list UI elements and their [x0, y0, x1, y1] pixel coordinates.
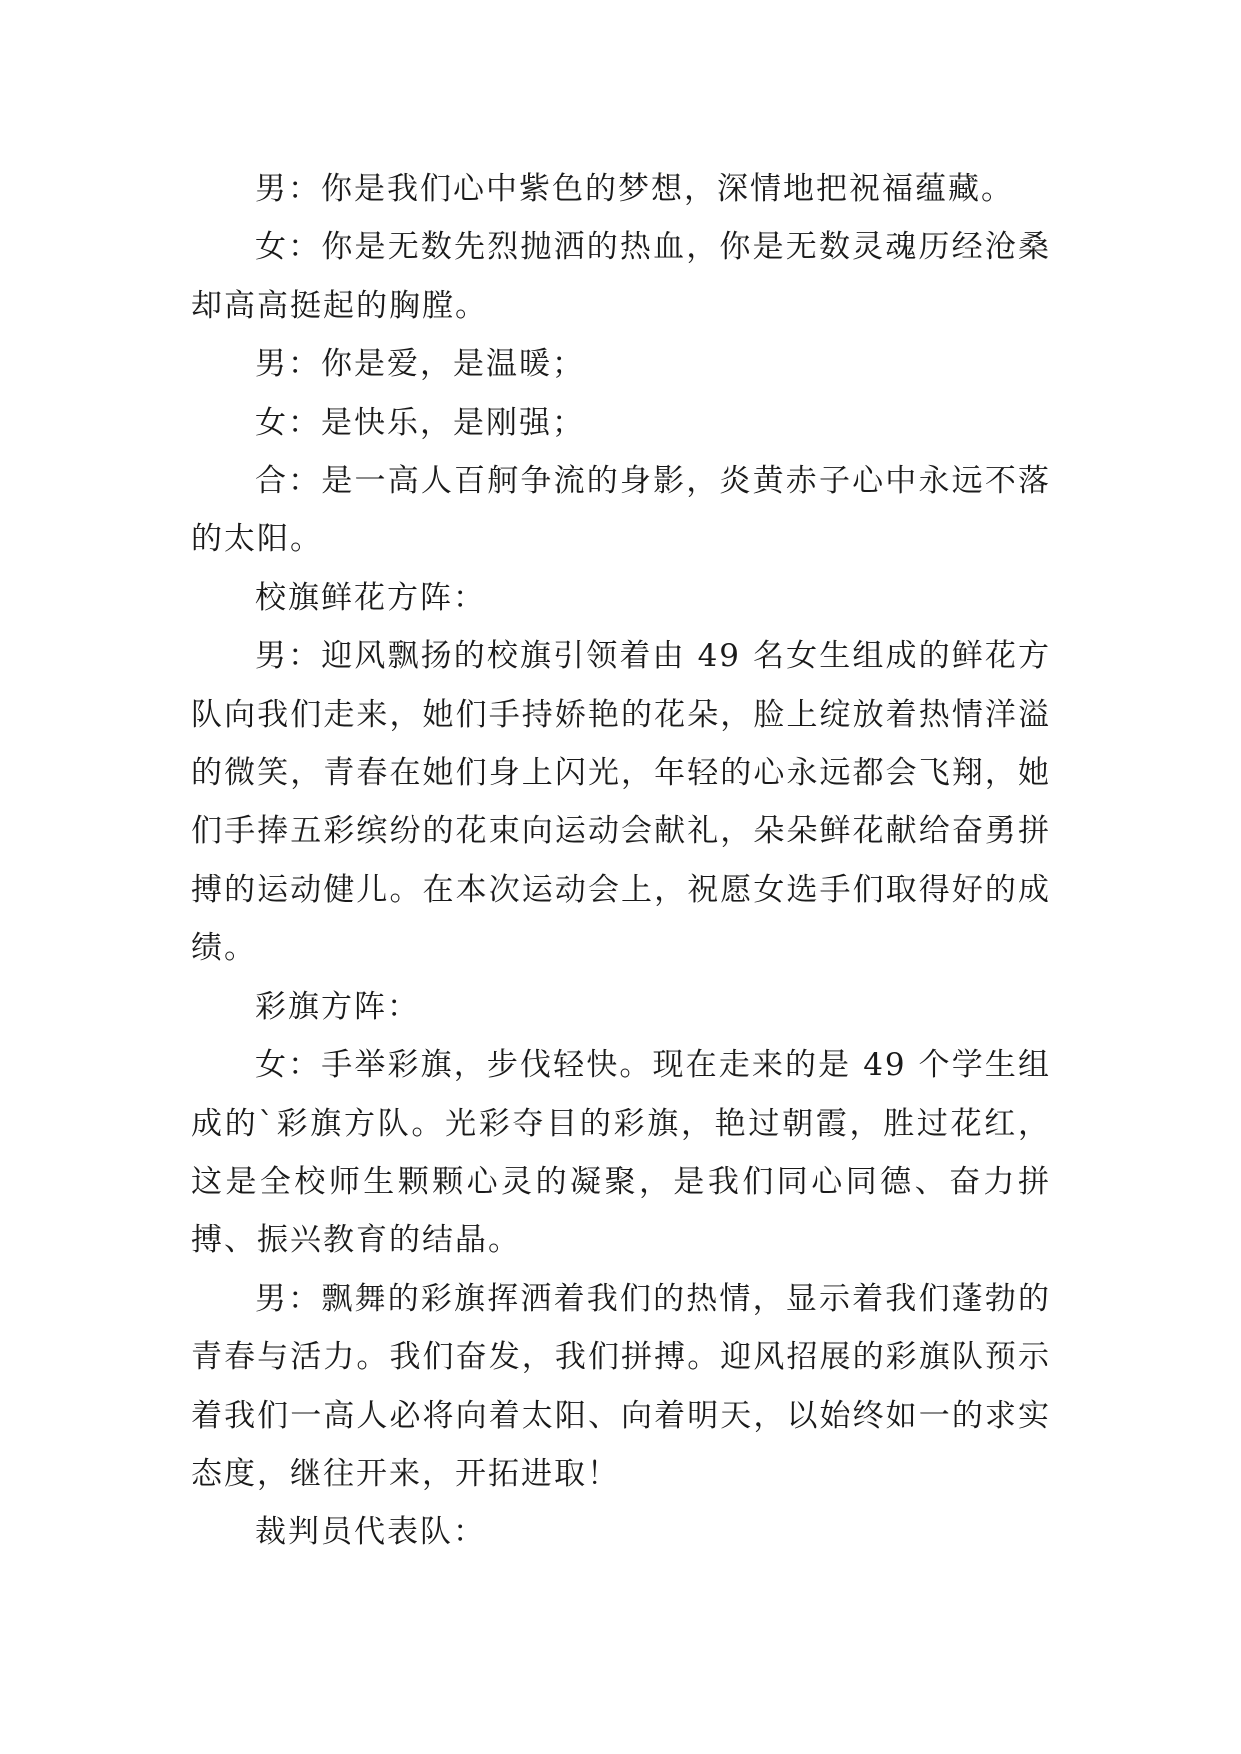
document-page: [191, 160, 1051, 1562]
dialogue-paragraph: 合：是一高人百舸争流的身影，炎黄赤子心中永远不落的太阳。: [191, 463, 1051, 558]
dialogue-paragraph: 女：你是无数先烈抛洒的热血，你是无数灵魂历经沧桑却高高挺起的胸膛。: [191, 229, 1051, 324]
section-heading: 裁判员代表队：: [255, 1514, 486, 1551]
dialogue-paragraph: 男：迎风飘扬的校旗引领着由 49 名女生组成的鲜花方队向我们走来，她们手持娇艳的花朵，脸上绽放着热情洋溢的微笑，青春在她们身上闪光，年轻的心永远都会飞翔，她们手捧五彩缤纷的花束向运动会献礼，朵朵鲜花献给奋勇拼搏的运动健儿。在本次运动会上，祝愿女选手们取得好的成绩。: [191, 638, 1051, 967]
dialogue-paragraph: 男：飘舞的彩旗挥洒着我们的热情，显示着我们蓬勃的青春与活力。我们奋发，我们拼搏。迎风招展的彩旗队预示着我们一高人必将向着太阳、向着明天，以始终如一的求实态度，继往开来，开拓进取！: [191, 1280, 1051, 1492]
section-heading: 彩旗方阵：: [255, 988, 420, 1025]
dialogue-paragraph: 女：手举彩旗，步伐轻快。现在走来的是 49 个学生组成的`彩旗方队。光彩夺目的彩旗，艳过朝霞，胜过花红，这是全校师生颗颗心灵的凝聚，是我们同心同德、奋力拼搏、振兴教育的结晶。: [191, 1047, 1051, 1259]
dialogue-paragraph: 男：你是爱，是温暖；: [255, 346, 585, 383]
section-heading: 校旗鲜花方阵：: [255, 579, 486, 616]
dialogue-paragraph: 男：你是我们心中紫色的梦想，深情地把祝福蕴藏。: [255, 171, 1014, 207]
dialogue-paragraph: 女：是快乐，是刚强；: [255, 404, 585, 441]
